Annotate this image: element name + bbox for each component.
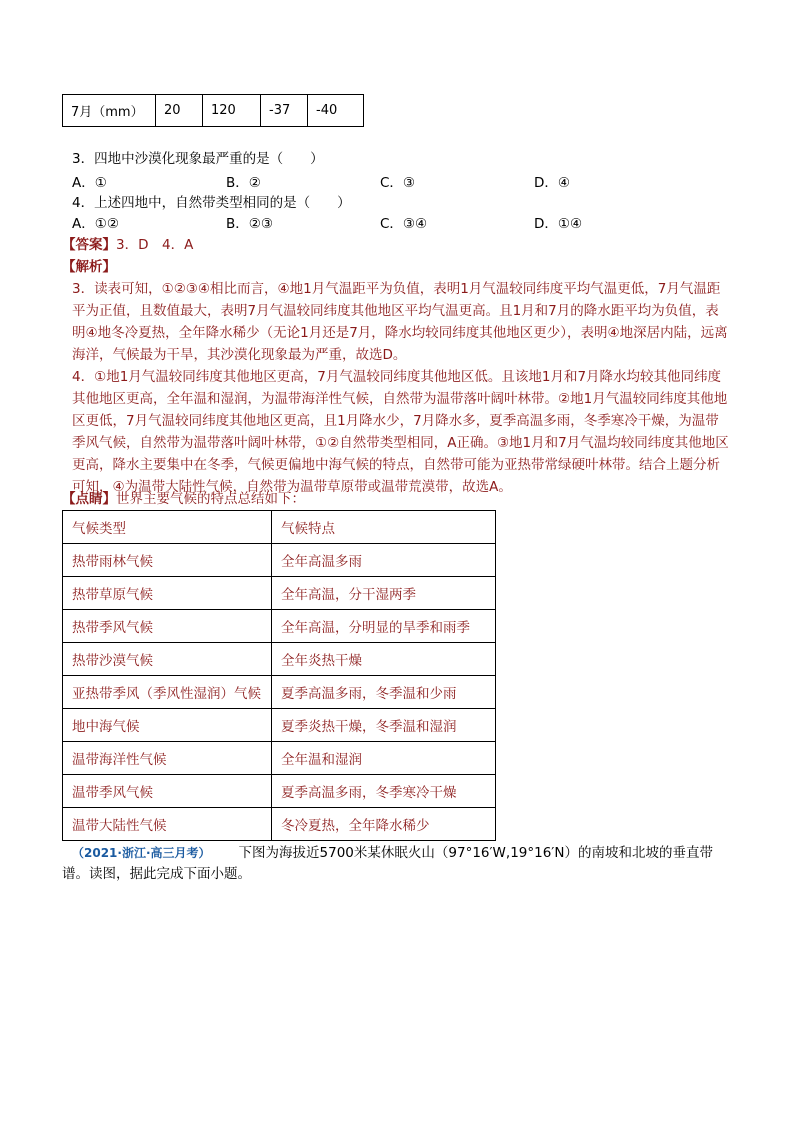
answer-tag: 【答案】 (62, 237, 116, 253)
climate-feature-cell: 全年炎热干燥 (272, 643, 496, 676)
climate-type-cell: 地中海气候 (63, 709, 272, 742)
table-header-row (63, 511, 496, 544)
q3-option-b[interactable]: B．② (226, 175, 261, 191)
table-header: 气候特点 (272, 511, 496, 544)
next-question-line-2: 谱。读图，据此完成下面小题。 (62, 866, 251, 882)
climate-feature-cell: 全年高温，分干湿两季 (272, 577, 496, 610)
climate-feature-cell: 全年高温多雨 (272, 544, 496, 577)
question-3-stem: 3．四地中沙漠化现象最严重的是（ ） (72, 151, 324, 167)
table-row (63, 742, 496, 775)
tip-tag: 【点睛】 (62, 491, 116, 507)
q3-option-d[interactable]: D．④ (534, 175, 570, 191)
table-row (63, 544, 496, 577)
climate-table (62, 510, 496, 841)
climate-type-cell: 温带大陆性气候 (63, 808, 272, 841)
climate-type-cell: 热带雨林气候 (63, 544, 272, 577)
q3-option-c[interactable]: C．③ (380, 175, 416, 191)
climate-feature-cell: 夏季炎热干燥，冬季温和湿润 (272, 709, 496, 742)
climate-feature-cell: 夏季高温多雨，冬季温和少雨 (272, 676, 496, 709)
q4-option-b[interactable]: B．②③ (226, 216, 273, 232)
value-cell: 120 (203, 95, 261, 127)
value-cell: 20 (156, 95, 203, 127)
row-label: 7月（mm） (63, 95, 156, 127)
tip-line (62, 488, 305, 510)
climate-feature-cell: 夏季高温多雨，冬季寒冷干燥 (272, 775, 496, 808)
table-row (63, 577, 496, 610)
explanation-3: 3．读表可知，①②③④相比而言，④地1月气温距平为负值，表明1月气温较同纬度平均气温更低，7月气温距平为正值，且数值最大，表明7月气温较同纬度其他地区平均气温更高。且1月和7月的降水距平均为负值，表明④地冬冷夏热，全年降水稀少（无论1月还是7月，降水均较同纬度其他地区更少），表明④地深居内陆，远离海洋，气候最为干旱，其沙漠化现象最为严重，故选D。 (72, 281, 728, 363)
next-question-line-1 (72, 842, 713, 864)
climate-type-cell: 热带季风气候 (63, 610, 272, 643)
value-cell: -37 (261, 95, 308, 127)
climate-type-cell: 亚热带季风（季风性湿润）气候 (63, 676, 272, 709)
climate-feature-cell: 全年高温，分明显的旱季和雨季 (272, 610, 496, 643)
climate-feature-cell: 全年温和湿润 (272, 742, 496, 775)
table-row (63, 643, 496, 676)
table-header: 气候类型 (63, 511, 272, 544)
question-intro: 下图为海拔近5700米某休眠火山（97°16′W,19°16′N）的南坡和北坡的垂直带 (238, 845, 713, 861)
climate-type-cell: 热带沙漠气候 (63, 643, 272, 676)
analysis-tag: 【解析】 (62, 259, 116, 275)
climate-type-cell: 温带季风气候 (63, 775, 272, 808)
climate-feature-cell: 冬冷夏热，全年降水稀少 (272, 808, 496, 841)
table-row (63, 775, 496, 808)
table-row (63, 808, 496, 841)
answer-line (62, 234, 193, 256)
table-row (63, 676, 496, 709)
question-source: （2021·浙江·高三月考） (72, 846, 211, 860)
q4-option-c[interactable]: C．③④ (380, 216, 428, 232)
answer-text: 3．D 4．A (116, 237, 194, 253)
climate-type-cell: 热带草原气候 (63, 577, 272, 610)
question-4-stem: 4．上述四地中，自然带类型相同的是（ ） (72, 195, 351, 211)
explanation-4: 4．①地1月气温较同纬度其他地区更高，7月气温较同纬度其他地区低。且该地1月和7月降水均较其他同纬度其他地区更高，全年温和湿润，为温带海洋性气候，自然带为温带落叶阔叶林带。②地1月气温较同纬度其他地区更低，7月气温较同纬度其他地区更高，且1月降水少，7月降水多，夏季高温多雨，冬季寒冷干燥，为温带季风气候，自然带为温带落叶阔叶林带，①②自然带类型相同，A正确。③地1月和7月气温均较同纬度其他地区更高，降水主要集中在冬季，气候更偏地中海气候的特点，自然带可能为亚热带常绿硬叶林带。结合上题分析可知，④为温带大陆性气候，自然带为温带草原带或温带荒漠带，故选A。 (72, 369, 729, 495)
climate-type-cell: 温带海洋性气候 (63, 742, 272, 775)
data-table-row (62, 94, 364, 127)
q4-option-d[interactable]: D．①④ (534, 216, 583, 232)
tip-text: 世界主要气候的特点总结如下： (116, 491, 305, 507)
value-cell: -40 (308, 95, 364, 127)
table-row (63, 610, 496, 643)
q3-option-a[interactable]: A．① (72, 175, 107, 191)
q4-option-a[interactable]: A．①② (72, 216, 119, 232)
table-row (63, 709, 496, 742)
